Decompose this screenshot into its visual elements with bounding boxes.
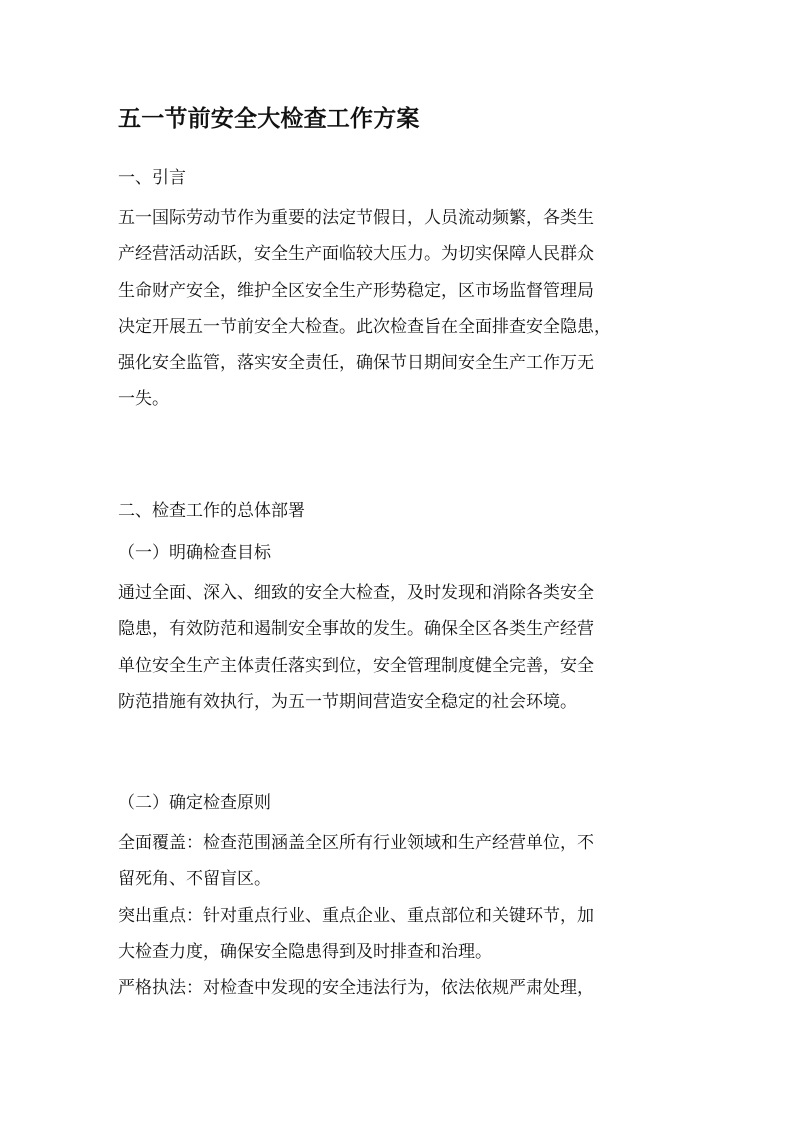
paragraph-line: 强化安全监管，落实安全责任，确保节日期间安全生产工作万无 [118, 353, 594, 374]
principle-line: 突出重点：针对重点行业、重点企业、重点部位和关键环节，加 [118, 905, 594, 926]
paragraph-line: 单位安全生产主体责任落实到位，安全管理制度健全完善，安全 [118, 655, 594, 676]
objectives-paragraph [118, 575, 688, 720]
paragraph-line: 防范措施有效执行，为五一节期间营造安全稳定的社会环境。 [118, 691, 577, 712]
principles-list [118, 825, 688, 1006]
subsection-heading-principles: （二）确定检查原则 [118, 793, 271, 813]
section-heading-deployment: 二、检查工作的总体部署 [118, 501, 305, 521]
section-heading-introduction: 一、引言 [118, 168, 186, 188]
principle-line: 严格执法：对检查中发现的安全违法行为，依法依规严肃处理， [118, 978, 594, 999]
principle-line: 全面覆盖：检查范围涵盖全区所有行业领域和生产经营单位，不 [118, 833, 594, 853]
paragraph-line: 五一国际劳动节作为重要的法定节假日，人员流动频繁，各类生 [118, 208, 594, 228]
document-title: 五一节前安全大检查工作方案 [118, 105, 420, 132]
paragraph-line: 产经营活动活跃，安全生产面临较大压力。为切实保障人民群众 [118, 244, 594, 265]
principle-line: 大检查力度，确保安全隐患得到及时排查和治理。 [118, 941, 492, 962]
paragraph-line: 生命财产安全，维护全区安全生产形势稳定，区市场监督管理局 [118, 280, 594, 301]
paragraph-line: 隐患，有效防范和遏制安全事故的发生。确保全区各类生产经营 [118, 619, 594, 640]
paragraph-line: 一失。 [118, 389, 169, 410]
introduction-paragraph [118, 200, 688, 418]
principle-line: 留死角、不留盲区。 [118, 869, 271, 890]
paragraph-line: 通过全面、深入、细致的安全大检查，及时发现和消除各类安全 [118, 583, 594, 603]
paragraph-line: 决定开展五一节前安全大检查。此次检查旨在全面排查安全隐患， [118, 316, 611, 337]
subsection-heading-objectives: （一）明确检查目标 [118, 543, 271, 563]
